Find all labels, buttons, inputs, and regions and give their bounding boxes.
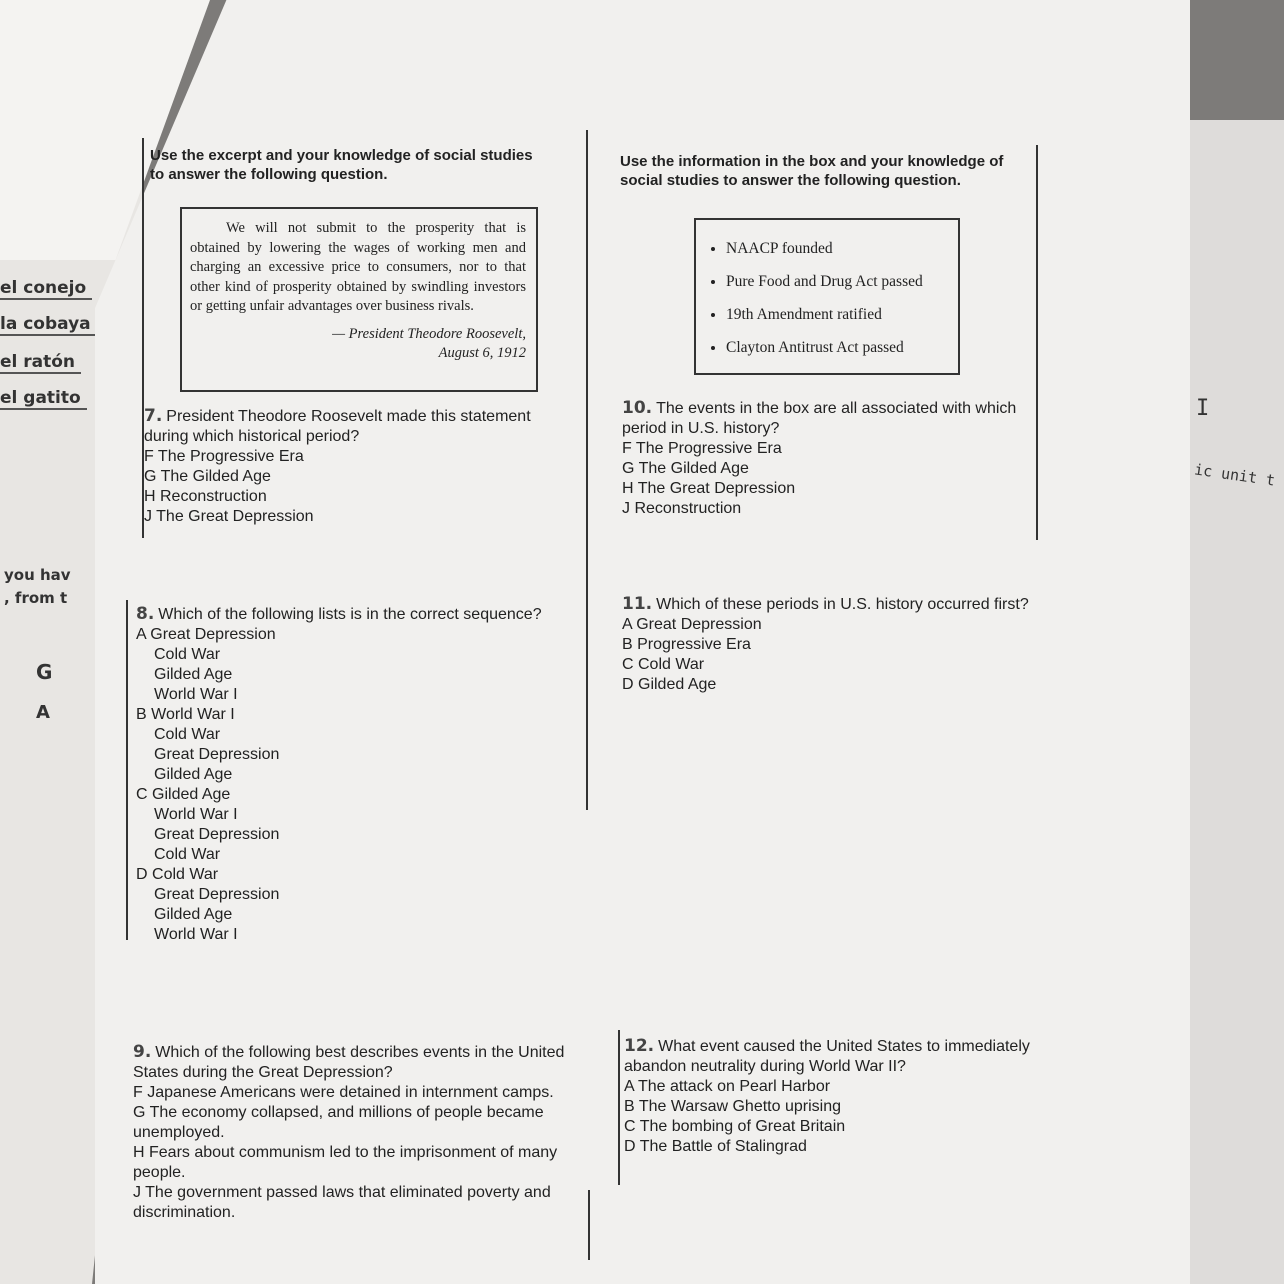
sequence-item: World War I xyxy=(154,926,238,943)
vocab-word: el ratón xyxy=(0,352,81,374)
answer-option[interactable]: C Gilded Age xyxy=(136,786,231,803)
box-item: • Clayton Antitrust Act passed xyxy=(726,331,950,364)
answer-option[interactable]: J The government passed laws that eliminated poverty and discrimination. xyxy=(133,1184,551,1221)
answer-option[interactable]: B Progressive Era xyxy=(622,636,751,653)
quote-date: August 6, 1912 xyxy=(438,344,526,361)
background-fragment: ic unit t xyxy=(1193,460,1277,490)
column-rule xyxy=(586,130,588,810)
question-11 xyxy=(622,594,1042,695)
answer-option[interactable]: G The Gilded Age xyxy=(144,468,271,485)
sequence-item: Gilded Age xyxy=(154,906,233,923)
column-rule xyxy=(1036,145,1038,540)
answer-option[interactable]: D Gilded Age xyxy=(622,676,717,693)
question-9 xyxy=(133,1042,573,1223)
vocab-word: la cobaya xyxy=(0,314,97,336)
box-item: • NAACP founded xyxy=(726,232,950,265)
question-7 xyxy=(144,406,574,527)
answer-option[interactable]: F The Progressive Era xyxy=(622,440,782,457)
answer-option[interactable]: B World War I xyxy=(136,706,235,723)
sequence-item: Gilded Age xyxy=(154,766,233,783)
sequence-item: Great Depression xyxy=(154,826,280,843)
sequence-item: World War I xyxy=(154,806,238,823)
left-instruction: Use the excerpt and your knowledge of social studies to answer the following question. xyxy=(150,147,533,183)
vocab-word: el conejo xyxy=(0,278,92,300)
background-fragment: G xyxy=(36,660,53,684)
answer-option[interactable]: G The economy collapsed, and millions of people became unemployed. xyxy=(133,1104,544,1141)
sequence-item: Cold War xyxy=(154,646,221,663)
answer-option[interactable]: A Great Depression xyxy=(622,616,762,633)
box-item: • 19th Amendment ratified xyxy=(726,298,950,331)
sequence-item: Cold War xyxy=(154,846,221,863)
answer-option[interactable]: H Reconstruction xyxy=(144,488,267,505)
background-fragment: , from t xyxy=(4,589,68,607)
quote-excerpt-box xyxy=(180,207,538,392)
box-item: • Pure Food and Drug Act passed xyxy=(726,265,950,298)
answer-option[interactable]: H The Great Depression xyxy=(622,480,796,497)
sequence-item: Gilded Age xyxy=(154,666,233,683)
quote-attribution xyxy=(190,325,526,363)
quote-text: We will not submit to the prosperity that is obtained by lowering the wages of working men and charging an excessive price to consumers, nor to that other kind of prosperity obtained by swindling investors or getting unfair advantages over business rivals. xyxy=(190,220,526,314)
answer-option[interactable]: D The Battle of Stalingrad xyxy=(624,1138,807,1155)
answer-option[interactable]: D Cold War xyxy=(136,866,219,883)
right-instruction: Use the information in the box and your knowledge of social studies to answer the following question. xyxy=(620,153,1004,189)
sequence-item: Great Depression xyxy=(154,886,280,903)
answer-option[interactable]: H Fears about communism led to the imprisonment of many people. xyxy=(133,1144,558,1181)
answer-option[interactable]: J The Great Depression xyxy=(144,508,314,525)
events-info-box xyxy=(694,218,960,375)
answer-option[interactable]: J Reconstruction xyxy=(622,500,742,517)
question-12 xyxy=(624,1036,1044,1157)
question-10 xyxy=(622,398,1032,519)
question-8 xyxy=(136,604,556,945)
background-fragment: I xyxy=(1196,396,1210,421)
sequence-item: World War I xyxy=(154,686,238,703)
column-rule xyxy=(126,600,128,940)
question-stem: 12. What event caused the United States to immediately abandon neutrality during World War II? xyxy=(624,1036,1030,1075)
question-stem: 7. President Theodore Roosevelt made this statement during which historical period? xyxy=(144,406,531,445)
column-rule xyxy=(588,1190,590,1260)
column-rule xyxy=(618,1030,620,1185)
quote-author: — President Theodore Roosevelt, xyxy=(332,325,526,342)
answer-option[interactable]: C Cold War xyxy=(622,656,705,673)
answer-option[interactable]: C The bombing of Great Britain xyxy=(624,1118,846,1135)
answer-option[interactable]: A Great Depression xyxy=(136,626,276,643)
question-stem: 9. Which of the following best describes events in the United States during the Great Depression? xyxy=(133,1042,565,1081)
background-fragment: A xyxy=(36,702,50,723)
answer-option[interactable]: F The Progressive Era xyxy=(144,448,304,465)
answer-option[interactable]: A The attack on Pearl Harbor xyxy=(624,1078,831,1095)
question-stem: 8. Which of the following lists is in the correct sequence? xyxy=(136,604,542,624)
sequence-item: Cold War xyxy=(154,726,221,743)
vocab-word: el gatito xyxy=(0,388,87,410)
sequence-item: Great Depression xyxy=(154,746,280,763)
question-stem: 11. Which of these periods in U.S. history occurred first? xyxy=(622,594,1029,614)
answer-option[interactable]: B The Warsaw Ghetto uprising xyxy=(624,1098,841,1115)
question-stem: 10. The events in the box are all associated with which period in U.S. history? xyxy=(622,398,1017,437)
background-fragment: you hav xyxy=(4,566,71,584)
answer-option[interactable]: F Japanese Americans were detained in internment camps. xyxy=(133,1084,554,1101)
answer-option[interactable]: G The Gilded Age xyxy=(622,460,749,477)
